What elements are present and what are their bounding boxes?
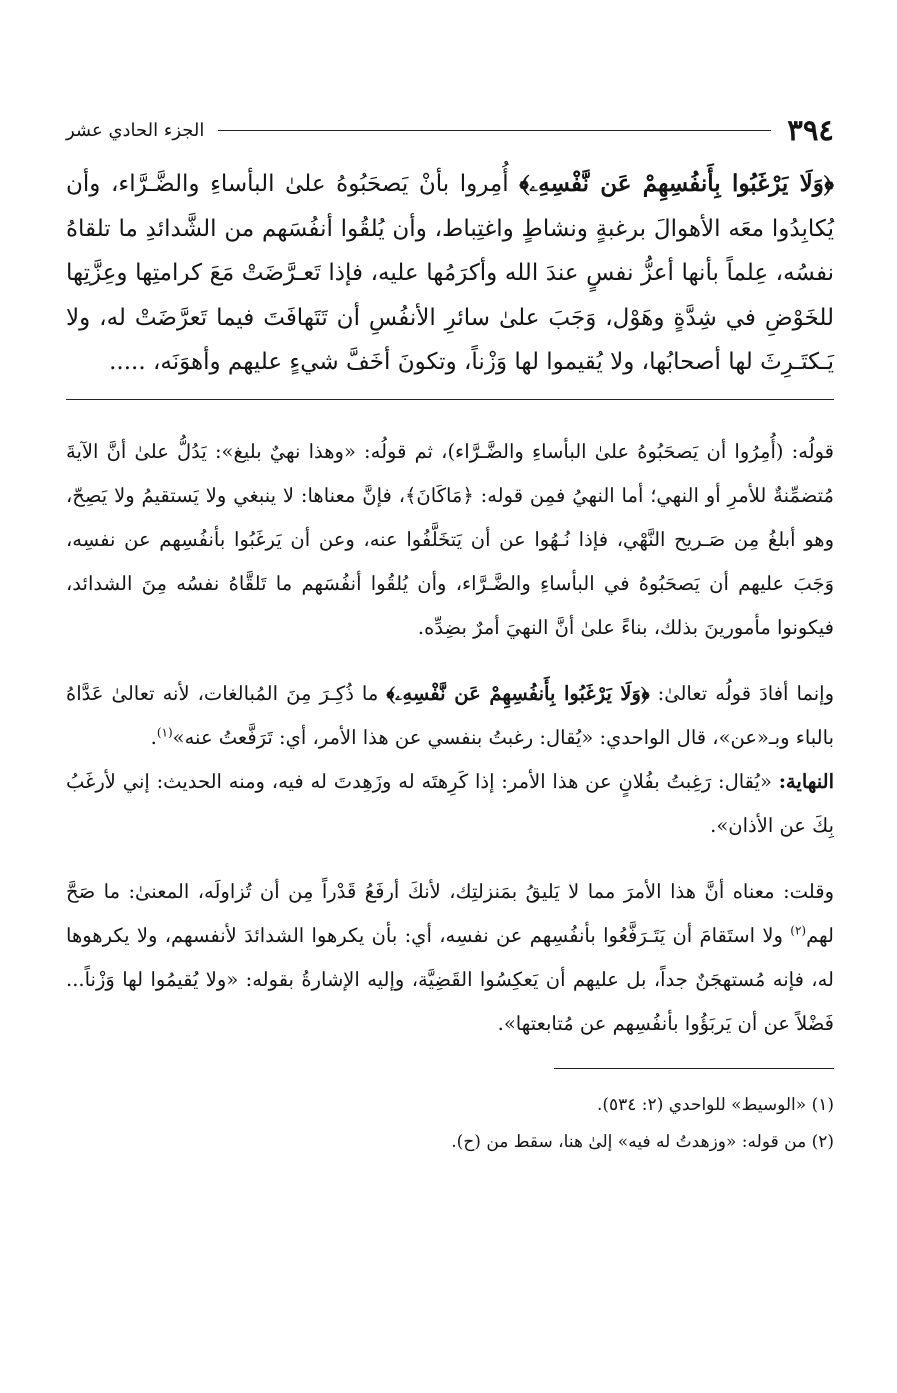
page-number: ٣٩٤ — [787, 113, 834, 147]
commentary-3-text-a: وقلت: معناه أنَّ هذا الأمرَ مما لا يَليقُ بمَنزلتِك، لأنكَ أرفَعُ قَدْراً مِن أن تُزاولَه، المعنىٰ: ما صَحَّ لهم — [66, 879, 834, 947]
footnote-ref-2[interactable]: (٢) — [790, 923, 807, 937]
commentary-paragraph-2 — [66, 672, 834, 848]
nihaya-quote: «يُقال: رَغِبتُ بفُلانٍ عن هذا الأمر: إذا كَرِهتَه له وزَهِدتَ له فيه، ومنه الحديث: إني لأرغَبُ بِكَ عن الأذان». — [66, 769, 834, 837]
commentary-2-verse: ﴿وَلَا يَرْغَبُوا بِأَنفُسِهِمْ عَن نَّفْسِهِۦ﴾ — [386, 681, 650, 705]
main-text-body: أُمِروا بأنْ يَصحَبُوهُ علىٰ البأساءِ والضَّـرَّاء، وأن يُكابِدُوا معَه الأهوالَ برغبةٍ ونشاطٍ واغتِباط، وأن يُلقُوا أنفُسَهم من الشَّدائدِ ما تلقاهُ نفسُه، عِلماً بأنها أعزُّ نفسٍ عندَ الله وأكرَمُها عليه، فإذا تَعـرَّضَتْ مَعَ كرامتِها وعِزَّتِها للخَوْضِ في شِدَّةٍ وهَوْل، وَجَبَ علىٰ سائرِ الأنفُسِ أن تَتَهافَتَ فيما تَعرَّضَتْ له، ولا يَـكتَـرِثَ لها أصحابُها، ولا يُقيموا لها وَزْناً، وتكونَ أخَفَّ شيءٍ عليهم وأهوَنَه، ..... — [66, 171, 834, 375]
commentary-2-intro: وإنما أفادَ قولُه تعالىٰ: — [649, 681, 835, 705]
footnote-ref-1[interactable]: (١) — [156, 725, 173, 739]
page-header — [66, 108, 834, 152]
commentary-2-end: . — [150, 725, 157, 749]
running-title: الجزء الحادي عشر — [66, 119, 205, 141]
header-rule — [218, 130, 771, 131]
section-divider — [66, 399, 834, 400]
commentary-3-text-b: ولا استَقامَ أن يَتَـرَفَّعُوا بأنفُسِهم عن نفسِه، أي: بأن يكرهوا الشدائدَ لأنفسهم، ولا يكرهوها له، فإنه مُستهجَنٌ جداً، بل عليهم أن يَعكِسُوا القَضِيَّة، وإليه الإشارةُ بقوله: «ولا يُقيمُوا لها وَزْناً... فَضْلاً عن أن يَربَؤُوا بأنفُسِهم عن مُتابعتها». — [66, 923, 834, 1035]
footnote-2: (٢) من قوله: «وزهدتُ له فيه» إلىٰ هنا، سقط من (ح). — [451, 1131, 834, 1152]
commentary-paragraph-3 — [66, 870, 834, 1046]
source-label-nihaya: النهاية: — [778, 769, 834, 793]
commentary-paragraph-1: قولُه: (أُمِرُوا أن يَصحَبُوهُ علىٰ البأساءِ والضَّـرَّاء)، ثم قولُه: «وهذا نهيٌ بليغ»: يَدُلُّ علىٰ أنَّ الآيةَ مُتضمِّنةٌ للأمرِ أو النهي؛ أما النهيُ فمِن قوله: ﴿مَاكَانَ﴾، فإنَّ معناها: لا ينبغي ولا يَستقيمُ ولا يَصِحّ، وهو أبلغُ مِن صَـريح النَّهْي، فإذا نُـهُوا عن أن يَتخَلَّفُوا عنه، وعن أن يَرغَبُوا بأنفُسِهم عن نفسِه، وَجَبَ عليهم أن يَصحَبُوهُ في البأساءِ والضَّـرَّاء، وأن يُلقُوا أنفُسَهم ما تَلقَّاهُ نفسُه مِنَ الشدائد، فيكونوا مأمورينَ بذلك، بناءً علىٰ أنَّ النهيَ أمرٌ بضِدِّه. — [66, 439, 835, 639]
quran-verse: ﴿وَلَا يَرْغَبُوا بِأَنفُسِهِمْ عَن نَّفْسِهِۦ﴾ — [519, 170, 834, 197]
footnote-divider — [554, 1068, 834, 1069]
footnote-1: (١) «الوسيط» للواحدي (٢: ٥٣٤). — [596, 1094, 834, 1115]
commentary-2-text: ما ذُكِـرَ مِنَ المُبالغات، لأنه تعالىٰ عَدَّاهُ بالباء وبـ«عن»، قال الواحدي: «يُقال: رغبتُ بنفسي عن هذا الأمر، أي: تَرَفَّعتُ عنه» — [66, 681, 834, 749]
main-text — [66, 162, 834, 385]
book-page — [66, 108, 834, 1161]
